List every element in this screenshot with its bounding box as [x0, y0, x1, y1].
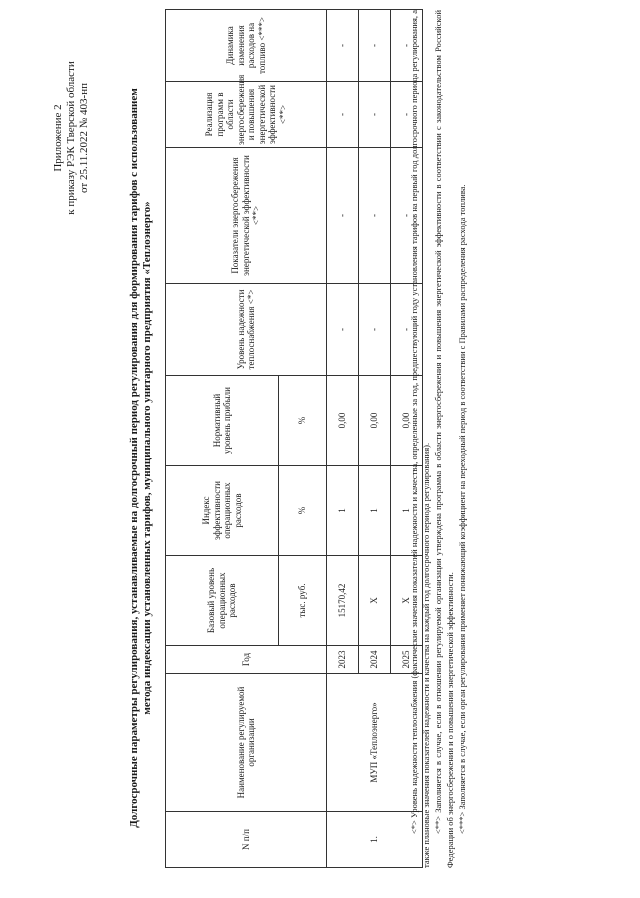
cell-reliability: - [391, 284, 423, 376]
cell-reliability: - [359, 284, 391, 376]
header-base: Базовый уровень операционных расходов [166, 556, 279, 646]
cell-profit: 0,00 [359, 376, 391, 466]
header-year: Год [166, 646, 327, 674]
document-title [128, 38, 154, 878]
cell-fuel: - [391, 10, 423, 82]
header-index: Индекс эффективности операционных расходов [166, 466, 279, 556]
cell-fuel: - [327, 10, 359, 82]
cell-base: Х [359, 556, 391, 646]
cell-index: 1 [359, 466, 391, 556]
cell-programs: - [327, 82, 359, 148]
cell-year: 2025 [391, 646, 423, 674]
cell-fuel: - [359, 10, 391, 82]
footnotes [408, 10, 468, 868]
cell-energy: - [327, 148, 359, 284]
cell-index: 1 [391, 466, 423, 556]
header-reliability: Уровень надежности теплоснабжения <*> [166, 284, 327, 376]
unit-index: % [279, 466, 327, 556]
order-date: от 25.11.2022 № 403-нп [78, 83, 90, 193]
header-profit: Нормативный уровень прибыли [166, 376, 279, 466]
header-energy: Показатели энергосбережения энергетической эффективности <**> [166, 148, 327, 284]
header-fuel: Динамика изменения расходов на топливо <***> [166, 10, 327, 82]
title-line-1: Долгосрочные параметры регулирования, устанавливаемые на долгосрочный период регулирования для формирования тарифов с использованием [128, 88, 140, 828]
cell-base: 15170,42 [327, 556, 359, 646]
footnote-fuel: <***> Заполняется в случае, если орган регулирования применяет понижающий коэффициент на переходный период в соответствии с Правилами распределения расхода топлива. [457, 184, 467, 834]
table-row [327, 10, 359, 868]
org-name: МУП «Теплоэнерго» [327, 674, 423, 812]
cell-programs: - [391, 82, 423, 148]
parameters-table [165, 9, 423, 868]
footnote-energy-program: <**> Заполняется в случае, если в отношении регулируемой организации утверждена программа в области энергосбережения и повышения энергетической эффективности в соответствии с законодательством Российской Федерации об энергосбережении и о повышении энергетической эффективности. [433, 10, 455, 868]
unit-profit: % [279, 376, 327, 466]
cell-programs: - [359, 82, 391, 148]
cell-energy: - [359, 148, 391, 284]
header-row [166, 10, 279, 868]
org-number: 1. [327, 812, 423, 868]
cell-profit: 0,00 [391, 376, 423, 466]
title-line-2: метода индексации установленных тарифов, муниципального унитарного предприятия «Теплоэнерго» [141, 201, 153, 715]
cell-year: 2023 [327, 646, 359, 674]
appendix-number: Приложение 2 [52, 104, 64, 172]
cell-energy: - [391, 148, 423, 284]
cell-year: 2024 [359, 646, 391, 674]
header-programs: Реализация программ в области энергосбережения и повышения энергетической эффективности <**> [166, 82, 327, 148]
appendix-header [52, 28, 91, 248]
cell-reliability: - [327, 284, 359, 376]
unit-base: тыс. руб. [279, 556, 327, 646]
cell-index: 1 [327, 466, 359, 556]
cell-base: Х [391, 556, 423, 646]
order-reference: к приказу РЭК Тверской области [65, 61, 77, 215]
header-org: Наименование регулируемой организации [166, 674, 327, 812]
footnote-reliability: <*> Уровень надежности теплоснабжения (фактические значения показателей надежности и качества, определенные за год, предшествующий году установления тарифов на первый год долгосрочного периода регулирования, а также плановые значения показателей надежности и качества на каждый год долгосрочного периода регулирования). [409, 10, 431, 868]
cell-profit: 0,00 [327, 376, 359, 466]
header-num: N п/п [166, 812, 327, 868]
